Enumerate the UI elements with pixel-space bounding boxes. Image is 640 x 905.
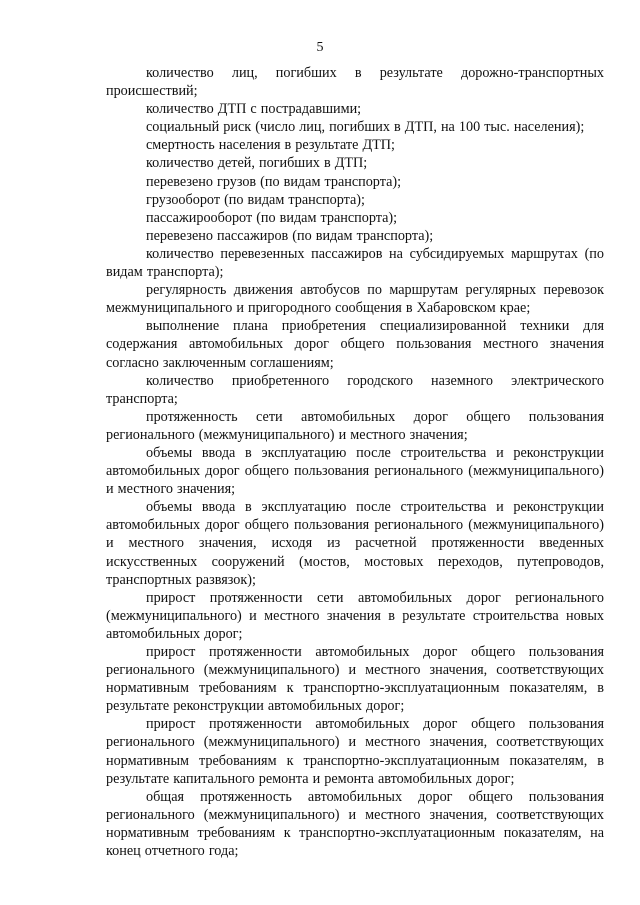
paragraph: количество лиц, погибших в результате дорожно-транспортных происшествий; [106, 65, 604, 100]
paragraph: количество перевезенных пассажиров на субсидируемых маршрутах (по видам транспорта); [106, 245, 604, 281]
page-number: 5 [316, 40, 324, 55]
paragraph: объемы ввода в эксплуатацию после строительства и реконструкции автомобильных дорог общего пользования регионального (межмуниципального) и местного значения, исходя из расчетной протяженности введенных искусственных сооружений (мостов, мостовых переходов, путепроводов, транспортных развязок); [106, 499, 604, 588]
paragraph: регулярность движения автобусов по маршрутам регулярных перевозок межмуниципального и пригородного сообщения в Хабаровском крае; [106, 282, 604, 317]
paragraph: количество детей, погибших в ДТП; [146, 155, 368, 172]
paragraph: количество приобретенного городского наземного электрического транспорта; [106, 372, 604, 407]
paragraph: протяженность сети автомобильных дорог общего пользования регионального (межмуниципального) и местного значения; [106, 408, 604, 443]
paragraph: социальный риск (число лиц, погибших в ДТП, на 100 тыс. населения); [146, 119, 585, 136]
paragraph: объемы ввода в эксплуатацию после строительства и реконструкции автомобильных дорог общего пользования регионального (межмуниципального) и местного значения; [106, 444, 604, 498]
paragraph: перевезено пассажиров (по видам транспорта); [146, 227, 434, 244]
document-body [106, 64, 604, 860]
paragraph: пассажирооборот (по видам транспорта); [146, 209, 398, 226]
paragraph: смертность населения в результате ДТП; [146, 137, 395, 154]
paragraph: выполнение плана приобретения специализированной техники для содержания автомобильных дорог общего пользования местного значения согласно заключенным соглашениям; [106, 318, 604, 371]
paragraph: общая протяженность автомобильных дорог общего пользования регионального (межмуниципального) и местного значения, соответствующих нормативным требованиям к транспортно-эксплуатационным показателям, на конец отчетного года; [106, 788, 604, 860]
paragraph: перевезено грузов (по видам транспорта); [146, 173, 402, 190]
paragraph: прирост протяженности автомобильных дорог общего пользования регионального (межмуниципального) и местного значения, соответствующих нормативным требованиям к транспортно-эксплуатационным показателям, в результате реконструкции автомобильных дорог; [106, 644, 604, 715]
paragraph: количество ДТП с пострадавшими; [146, 101, 362, 118]
paragraph: прирост протяженности сети автомобильных дорог регионального (межмуниципального) и местного значения в результате строительства новых автомобильных дорог; [106, 589, 604, 642]
paragraph: грузооборот (по видам транспорта); [146, 191, 365, 208]
paragraph: прирост протяженности автомобильных дорог общего пользования регионального (межмуниципального) и местного значения, соответствующих нормативным требованиям к транспортно-эксплуатационным показателям, в результате капитального ремонта и ремонта автомобильных дорог; [106, 716, 604, 787]
